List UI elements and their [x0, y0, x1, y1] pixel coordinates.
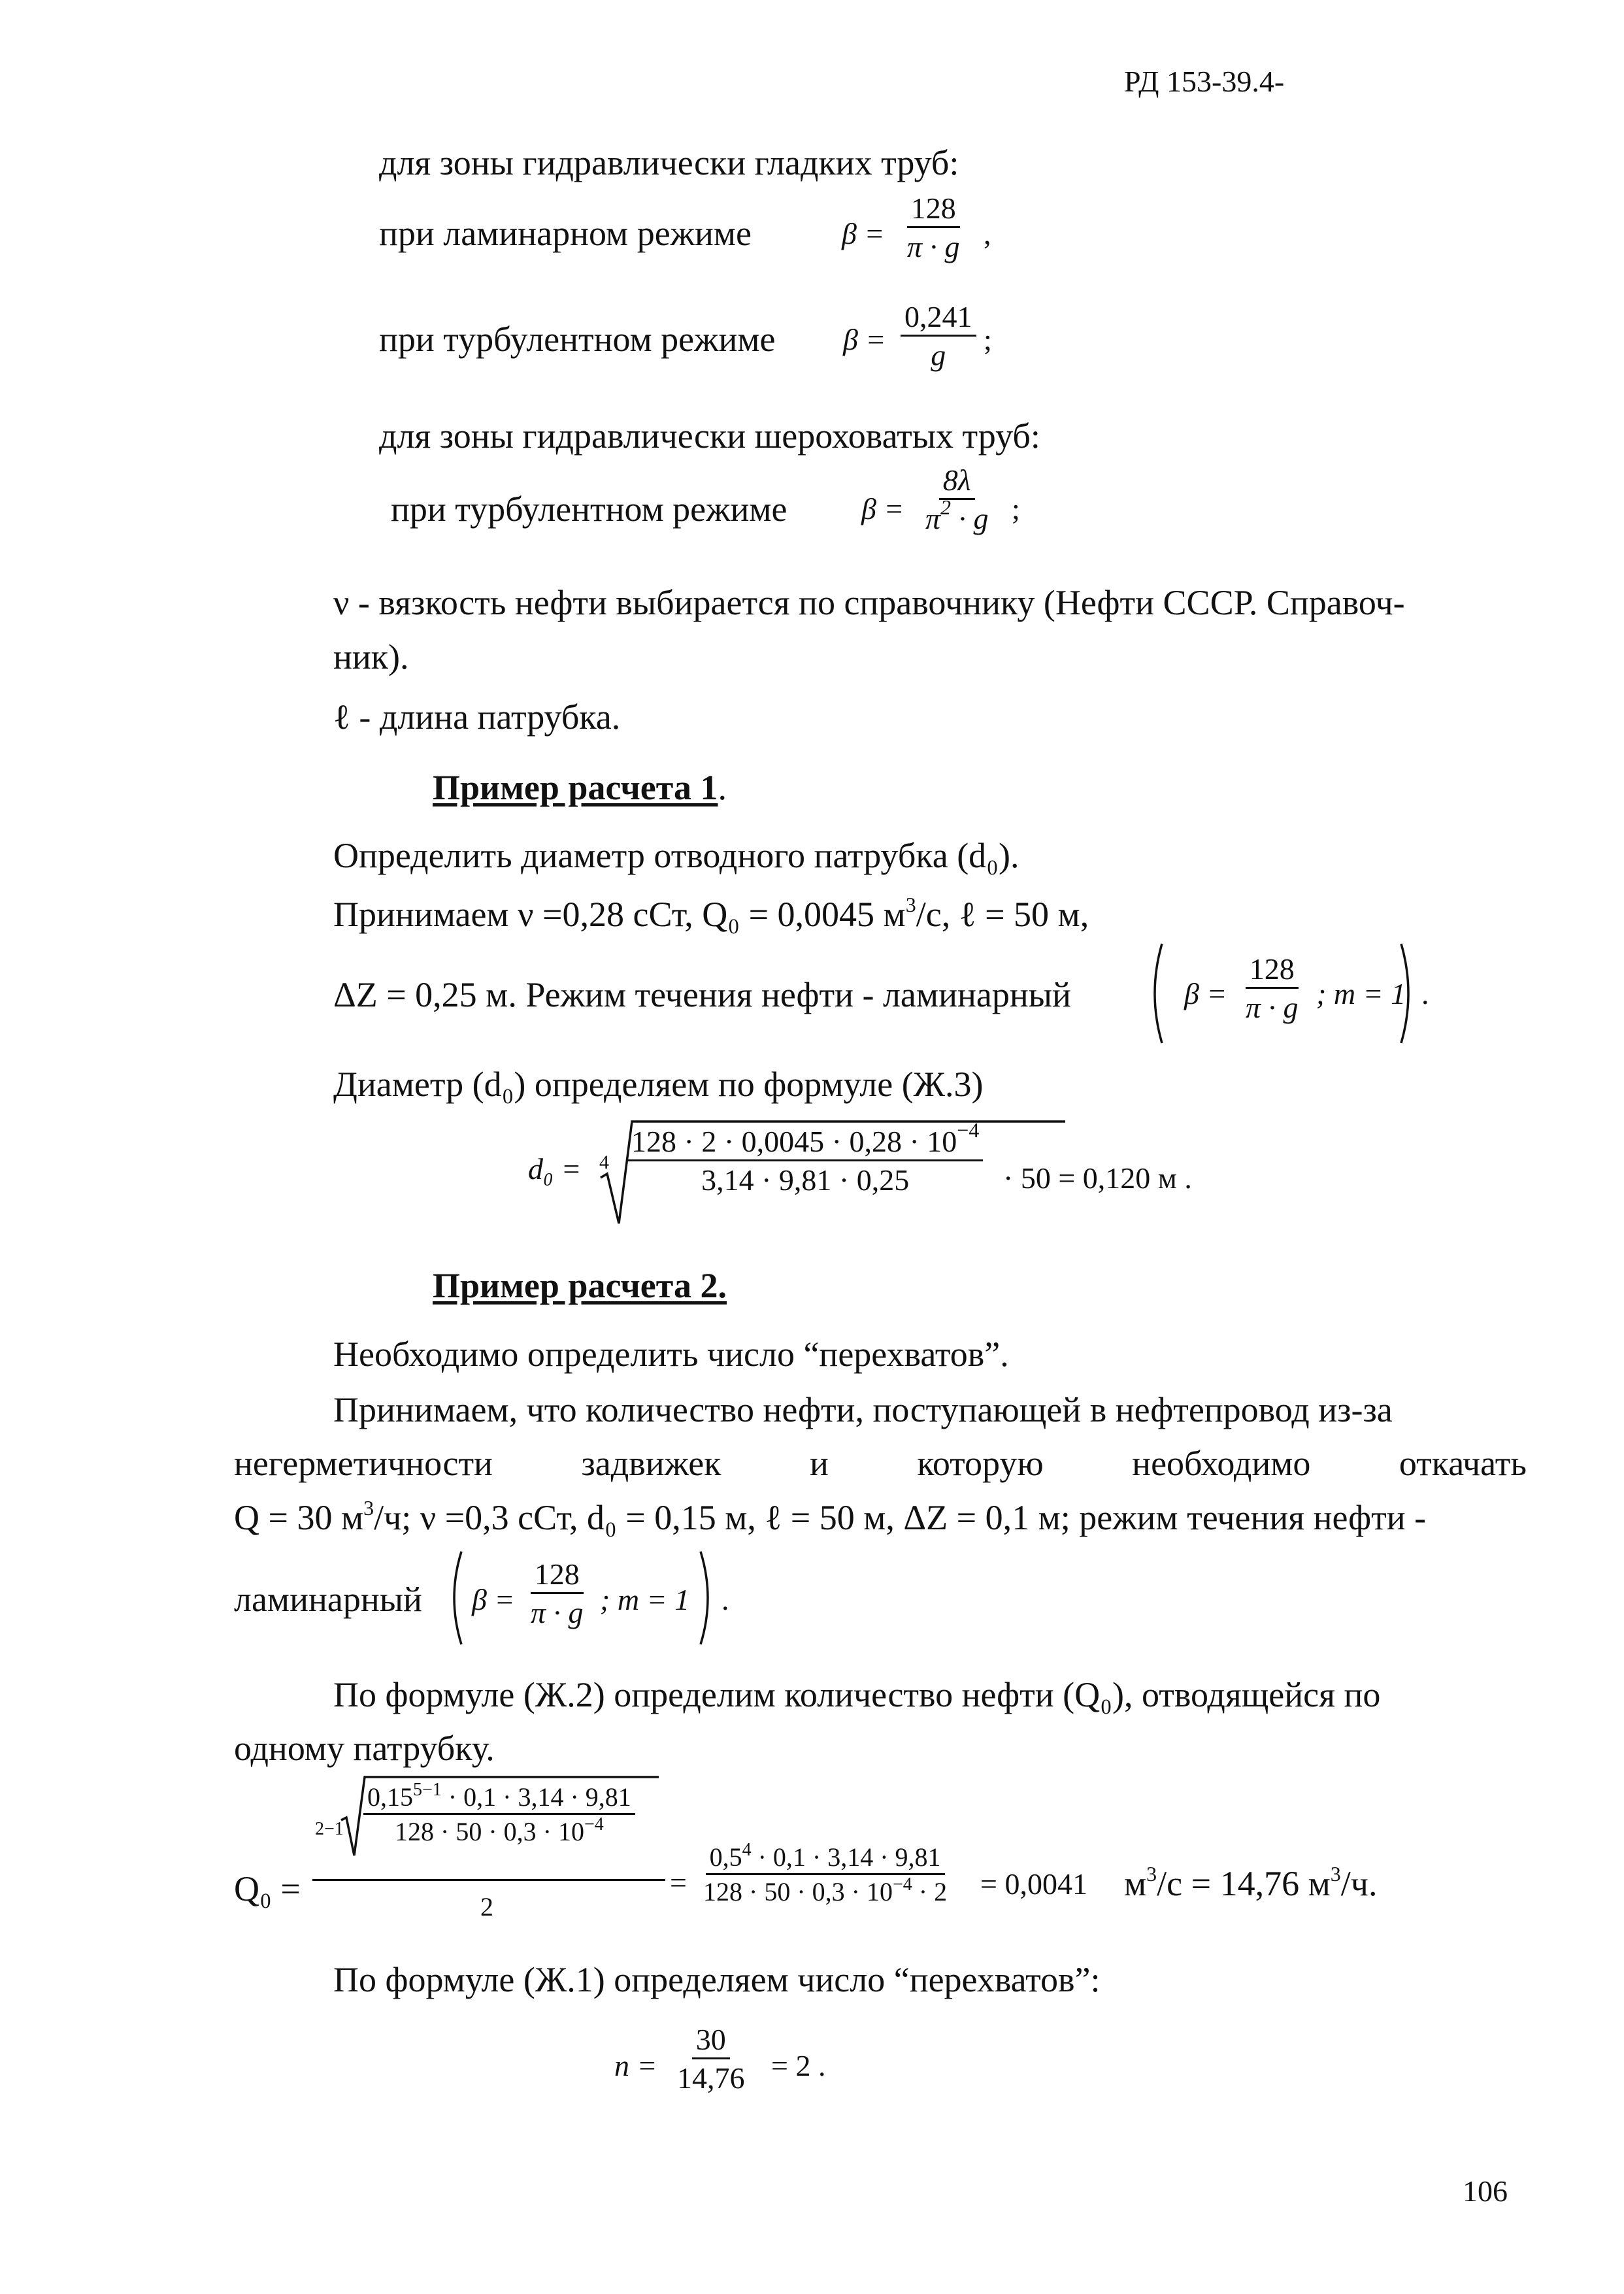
q0-right-numerator	[706, 1840, 945, 1875]
q0-root-index: 2−1	[315, 1819, 344, 1839]
example1-task: Определить диаметр отводного патрубка (d₀).	[333, 836, 1019, 875]
p1-beta-lhs: β =	[472, 1583, 515, 1616]
example2-p1-line2	[234, 1446, 1527, 1481]
rough-beta-numerator: 8λ	[939, 465, 975, 500]
q0-inner-den-power: −4	[584, 1814, 604, 1835]
example1-regime-text: ΔZ = 0,25 м. Режим течения нефти - ламинарный	[333, 975, 1071, 1014]
q0-r-den-power: −4	[892, 1874, 912, 1895]
d0-num-a: 128 · 2 · 0,0045 · 0,28 · 10	[631, 1125, 957, 1158]
q0-inner-num-power: 5−1	[413, 1780, 442, 1800]
q0-units-c: /ч.	[1340, 1864, 1378, 1903]
q0-outer-denominator: 2	[480, 1892, 493, 1921]
n-denominator: 14,76	[677, 2061, 745, 2095]
example2-title	[433, 1268, 727, 1303]
d0-tail: · 50 = 0,120 м .	[1003, 1161, 1192, 1195]
d0-num-power: −4	[957, 1118, 980, 1142]
q0-main-fraction-bar	[312, 1879, 665, 1881]
q0-value: = 0,0041	[980, 1867, 1087, 1901]
example2-p2-line2: одному патрубку.	[234, 1729, 495, 1768]
word: которую	[917, 1444, 1044, 1483]
turbulent-beta-numerator: 0,241	[901, 302, 976, 337]
rough-beta-fraction	[921, 465, 993, 534]
page-number: 106	[1463, 2174, 1508, 2208]
turbulent-label: при турбулентном режиме	[379, 320, 776, 359]
q0-r-den-b: · 2	[912, 1877, 948, 1906]
d0-lhs: d₀ =	[528, 1152, 582, 1186]
example1-accept-b: /с, ℓ = 50 м,	[916, 895, 1089, 934]
p1-beta-numerator: 128	[531, 1559, 584, 1594]
left-paren	[444, 1549, 464, 1647]
turbulent-beta-lhs: β =	[843, 323, 886, 356]
laminar-beta-denominator: π · g	[907, 230, 960, 263]
example1-accept-power: 3	[905, 893, 916, 916]
rough-turbulent-label: при турбулентном режиме	[391, 490, 787, 529]
viscosity-note-line1: ν - вязкость нефти выбирается по справочнику (Нефти СССР. Справоч-	[333, 583, 1405, 622]
q0-inner-denominator	[391, 1815, 608, 1845]
length-note: ℓ - длина патрубка.	[333, 697, 621, 737]
q0-r-num-a: 0,5	[709, 1842, 742, 1872]
q0-inner-num-a: 0,15	[367, 1782, 413, 1812]
p1-line3-power: 3	[363, 1496, 374, 1520]
q0-inner-fraction	[363, 1780, 635, 1846]
example1-regime-lhs: β =	[1184, 977, 1227, 1010]
q0-r-num-b: · 0,1 · 3,14 · 9,81	[751, 1842, 941, 1872]
example2-p3: По формуле (Ж.1) определяем число “перехватов”:	[333, 1960, 1101, 1999]
example1-accept-a: Принимаем ν =0,28 сСт, Q₀ = 0,0045 м	[333, 895, 906, 934]
q0-units-power1: 3	[1146, 1862, 1157, 1886]
example1-regime-tail: .	[1421, 977, 1429, 1010]
example2-title-text: Пример расчета 2.	[433, 1266, 727, 1305]
rough-den-pi: π	[925, 502, 941, 535]
q0-units	[1124, 1862, 1378, 1903]
laminar-beta-numerator: 128	[907, 193, 960, 228]
example1-regime-numerator: 128	[1246, 954, 1299, 989]
laminar-beta-tail: ,	[984, 217, 991, 250]
example2-task: Необходимо определить число “перехватов”.	[333, 1335, 1009, 1374]
p1-beta-tail: .	[721, 1583, 729, 1616]
p1-beta-denominator: π · g	[531, 1596, 584, 1629]
d0-fraction	[627, 1118, 983, 1197]
p1-beta-fraction	[527, 1559, 588, 1628]
p1-line3-b: /ч; ν =0,3 сСт, d₀ = 0,15 м, ℓ = 50 м, ΔZ = 0,1 м; режим течения нефти -	[374, 1498, 1427, 1537]
right-paren	[1399, 941, 1418, 1046]
q0-right-denominator	[699, 1875, 951, 1905]
example1-formula-intro: Диаметр (d₀) определяем по формуле (Ж.3)	[333, 1065, 984, 1104]
word: негерметичности	[234, 1444, 493, 1483]
n-fraction	[673, 2025, 749, 2093]
turbulent-beta-fraction	[901, 302, 976, 371]
q0-inner-num-b: · 0,1 · 3,14 · 9,81	[441, 1782, 631, 1812]
example2-p1-line4: ламинарный	[234, 1580, 422, 1619]
example1-title	[433, 770, 727, 805]
laminar-beta-lhs: β =	[842, 217, 885, 250]
turbulent-beta-denominator: g	[931, 339, 946, 372]
example1-accept-line	[333, 893, 1089, 934]
rough-beta-tail: ;	[1012, 492, 1020, 525]
laminar-beta-fraction	[903, 193, 964, 262]
laminar-label: при ламинарном режиме	[379, 214, 752, 253]
d0-root-index: 4	[599, 1152, 609, 1173]
n-tail: = 2 .	[771, 2049, 826, 2082]
q0-equals: =	[670, 1866, 687, 1899]
word: и	[809, 1444, 829, 1483]
example1-regime-m: ; m = 1	[1316, 977, 1406, 1010]
q0-r-den-a: 128 · 50 · 0,3 · 10	[703, 1877, 893, 1906]
rough-den-g: · g	[951, 502, 989, 535]
rough-beta-lhs: β =	[861, 492, 904, 525]
example1-title-dot: .	[718, 768, 727, 807]
q0-inner-numerator	[363, 1780, 635, 1815]
n-lhs: n =	[614, 2049, 657, 2082]
turbulent-beta-tail: ;	[984, 323, 992, 356]
q0-units-b: /с = 14,76 м	[1157, 1864, 1331, 1903]
example2-p1-line1: Принимаем, что количество нефти, поступающей в нефтепровод из-за	[333, 1390, 1393, 1429]
viscosity-note-line2: ник).	[333, 637, 409, 676]
example2-p2-line1: По формуле (Ж.2) определим количество нефти (Q₀), отводящейся по	[333, 1675, 1381, 1714]
n-numerator: 30	[692, 2025, 730, 2059]
q0-units-a: м	[1124, 1864, 1147, 1903]
rough-beta-denominator	[921, 495, 993, 535]
rough-pipes-heading: для зоны гидравлически шероховатых труб:	[379, 416, 1040, 456]
word: откачать	[1399, 1444, 1527, 1483]
word: необходимо	[1132, 1444, 1311, 1483]
example1-regime-fraction	[1242, 954, 1302, 1023]
q0-right-fraction	[699, 1840, 951, 1906]
smooth-pipes-heading: для зоны гидравлически гладких труб:	[379, 143, 959, 182]
q0-r-num-power: 4	[742, 1840, 752, 1860]
p1-line3-a: Q = 30 м	[234, 1498, 364, 1537]
d0-denominator: 3,14 · 9,81 · 0,25	[701, 1163, 910, 1197]
q0-units-power2: 3	[1330, 1862, 1341, 1886]
d0-numerator	[627, 1118, 983, 1161]
example2-p1-line3	[234, 1496, 1427, 1537]
rough-den-power: 2	[940, 495, 952, 519]
example1-regime-denominator: π · g	[1246, 991, 1299, 1024]
document-code: РД 153-39.4-	[1124, 65, 1285, 98]
q0-inner-den-a: 128 · 50 · 0,3 · 10	[395, 1817, 584, 1846]
word: задвижек	[581, 1444, 721, 1483]
p1-beta-m: ; m = 1	[600, 1583, 690, 1616]
q0-lhs: Q₀ =	[234, 1869, 301, 1908]
left-paren	[1145, 941, 1165, 1046]
right-paren	[698, 1549, 718, 1647]
example1-title-text: Пример расчета 1	[433, 768, 718, 807]
